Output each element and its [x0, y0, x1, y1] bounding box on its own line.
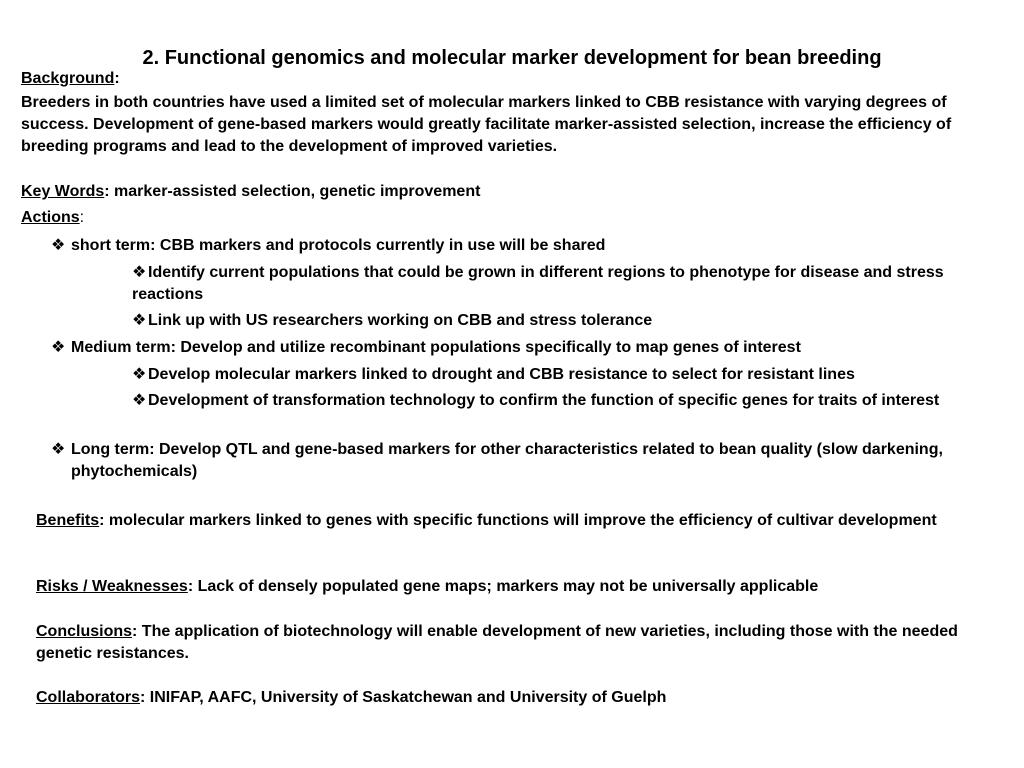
- action-subitem-transformation: [132, 390, 982, 412]
- diamond-bullet-icon: ❖: [51, 441, 66, 458]
- keywords-label: Key Words: [21, 183, 105, 200]
- actions-heading: [21, 207, 1011, 229]
- conclusions-text: : The application of biotechnology will enable development of new varieties, including those with the needed genetic resistances.: [36, 623, 958, 662]
- background-label: Background: [21, 70, 115, 87]
- action-text: Develop molecular markers linked to drought and CBB resistance to select for resistant lines: [148, 366, 855, 383]
- action-text: Long term: Develop QTL and gene-based markers for other characteristics related to bean quality (slow darkening, phytochemicals): [71, 441, 943, 480]
- keywords-line: [21, 181, 1011, 203]
- action-text: Medium term: Develop and utilize recombinant populations specifically to map genes of interest: [71, 339, 801, 356]
- action-text: Development of transformation technology to confirm the function of specific genes for traits of interest: [148, 392, 940, 409]
- diamond-bullet-icon: ❖: [51, 339, 66, 356]
- collaborators-label: Collaborators: [36, 689, 141, 706]
- action-text: short term: CBB markers and protocols currently in use will be shared: [71, 237, 606, 254]
- diamond-bullet-icon: ❖: [132, 312, 147, 329]
- keywords-text: : marker-assisted selection, genetic improvement: [104, 183, 481, 200]
- diamond-bullet-icon: ❖: [132, 392, 147, 409]
- conclusions-label: Conclusions: [36, 623, 133, 640]
- action-text: Identify current populations that could be grown in different regions to phenotype for disease and stress reactions: [132, 264, 944, 303]
- actions-label: Actions: [21, 209, 80, 226]
- risks-paragraph: [36, 576, 996, 598]
- risks-label: Risks / Weaknesses: [36, 578, 188, 595]
- action-subitem-us-researchers: [132, 310, 982, 332]
- benefits-label: Benefits: [36, 512, 100, 529]
- page-title: 2. Functional genomics and molecular marker development for bean breeding: [142, 47, 882, 69]
- diamond-bullet-icon: ❖: [132, 264, 147, 281]
- action-item-medium-term: [51, 337, 1001, 359]
- risks-text: : Lack of densely populated gene maps; markers may not be universally applicable: [187, 578, 819, 595]
- collaborators-text: : INIFAP, AAFC, University of Saskatchewan and University of Guelph: [140, 689, 667, 706]
- background-text: Breeders in both countries have used a limited set of molecular markers linked to CBB resistance with varying degrees of success. Development of gene-based markers would greatly facilitate marker-assisted selection, increase the efficiency of breeding programs and lead to the development of improved varieties.: [21, 94, 952, 155]
- diamond-bullet-icon: ❖: [51, 237, 66, 254]
- action-subitem-populations: [132, 262, 982, 306]
- conclusions-paragraph: [36, 621, 986, 665]
- action-text: Link up with US researchers working on CBB and stress tolerance: [148, 312, 653, 329]
- actions-colon: :: [79, 209, 85, 226]
- action-item-short-term: [51, 235, 1001, 257]
- collaborators-paragraph: [36, 687, 996, 709]
- background-heading: [21, 68, 1011, 90]
- action-subitem-molecular-markers: [132, 364, 982, 386]
- diamond-bullet-icon: ❖: [132, 366, 147, 383]
- action-item-long-term: [51, 439, 951, 483]
- benefits-paragraph: [36, 510, 986, 532]
- background-colon: :: [114, 70, 120, 87]
- benefits-text: : molecular markers linked to genes with specific functions will improve the efficiency of cultivar development: [99, 512, 937, 529]
